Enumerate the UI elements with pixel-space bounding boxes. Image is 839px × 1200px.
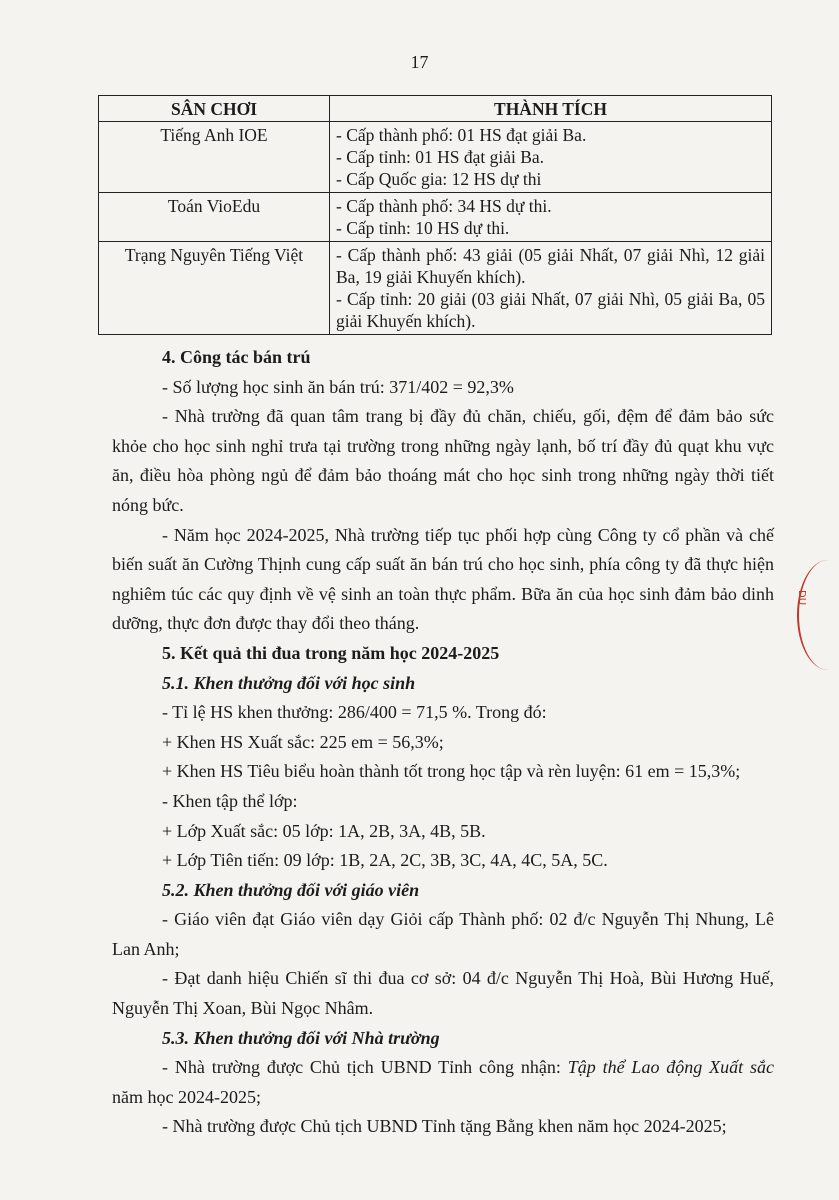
- table-row: [99, 193, 772, 242]
- game-cell: Toán VioEdu: [99, 193, 330, 242]
- section-5-heading: 5. Kết quả thi đua trong năm học 2024-2025: [162, 642, 500, 663]
- paragraph: + Lớp Xuất sắc: 05 lớp: 1A, 2B, 3A, 4B, 5B.: [162, 820, 486, 841]
- paragraph: - Giáo viên đạt Giáo viên dạy Giỏi cấp Thành phố: 02 đ/c Nguyễn Thị Nhung, Lê Lan Anh;: [112, 909, 774, 959]
- game-cell: Trạng Nguyên Tiếng Việt: [99, 242, 330, 335]
- section-5-2-heading: 5.2. Khen thưởng đối với giáo viên: [162, 879, 420, 900]
- achievement-line: - Cấp thành phố: 43 giải (05 giải Nhất, 07 giải Nhì, 12 giải Ba, 19 giải Khuyến khích).: [336, 245, 765, 287]
- red-seal-stamp: [797, 560, 839, 670]
- column-header-game: SÂN CHƠI: [99, 96, 330, 122]
- awards-table: [98, 95, 772, 335]
- achievement-line: - Cấp thành phố: 34 HS dự thi.: [336, 196, 552, 216]
- table-header-row: [99, 96, 772, 122]
- paragraph: - Nhà trường được Chủ tịch UBND Tỉnh tặng Bằng khen năm học 2024-2025;: [162, 1116, 727, 1137]
- column-header-achievement: THÀNH TÍCH: [330, 96, 772, 122]
- game-cell: Tiếng Anh IOE: [99, 122, 330, 193]
- paragraph: + Khen HS Tiêu biểu hoàn thành tốt trong học tập và rèn luyện: 61 em = 15,3%;: [162, 761, 741, 782]
- achievement-cell: [330, 193, 772, 242]
- seal-text: DU: [796, 590, 807, 606]
- achievement-cell: [330, 122, 772, 193]
- paragraph: - Số lượng học sinh ăn bán trú: 371/402 = 92,3%: [162, 376, 514, 397]
- document-body: [112, 343, 774, 1142]
- paragraph: - Tỉ lệ HS khen thưởng: 286/400 = 71,5 %. Trong đó:: [162, 702, 547, 723]
- emphasis-text: Tập thể Lao động Xuất sắc: [567, 1057, 774, 1078]
- table-row: [99, 122, 772, 193]
- paragraph-text: - Nhà trường được Chủ tịch UBND Tỉnh công nhận:: [162, 1057, 568, 1078]
- paragraph: - Khen tập thể lớp:: [162, 790, 298, 811]
- section-5-3-heading: 5.3. Khen thưởng đối với Nhà trường: [162, 1027, 440, 1048]
- achievement-line: - Cấp tỉnh: 10 HS dự thi.: [336, 218, 510, 238]
- paragraph: - Đạt danh hiệu Chiến sĩ thi đua cơ sở: 04 đ/c Nguyễn Thị Hoà, Bùi Hương Huế, Nguyễn Thị Xoan, Bùi Ngọc Nhâm.: [112, 968, 774, 1019]
- achievement-line: - Cấp tỉnh: 20 giải (03 giải Nhất, 07 giải Nhì, 05 giải Ba, 05 giải Khuyến khích).: [336, 289, 765, 331]
- achievement-line: - Cấp thành phố: 01 HS đạt giải Ba.: [336, 125, 587, 145]
- section-4-heading: 4. Công tác bán trú: [162, 347, 311, 367]
- achievement-cell: [330, 242, 772, 335]
- paragraph-text: năm học 2024-2025;: [112, 1086, 261, 1107]
- page-number: 17: [410, 52, 429, 72]
- paragraph: - Năm học 2024-2025, Nhà trường tiếp tục phối hợp cùng Công ty cổ phần và chế biến suất ăn Cường Thịnh cung cấp suất ăn bán trú cho học sinh, phía công ty đã thực hiện nghiêm túc các quy định về vệ sinh an toàn thực phẩm. Bữa ăn của học sinh đảm bảo dinh dưỡng, thực đơn được thay đổi theo tháng.: [112, 524, 774, 634]
- paragraph: + Khen HS Xuất sắc: 225 em = 56,3%;: [162, 731, 444, 752]
- section-5-1-heading: 5.1. Khen thưởng đối với học sinh: [162, 672, 416, 693]
- achievement-line: - Cấp tỉnh: 01 HS đạt giải Ba.: [336, 147, 545, 167]
- paragraph: + Lớp Tiên tiến: 09 lớp: 1B, 2A, 2C, 3B, 3C, 4A, 4C, 5A, 5C.: [162, 850, 608, 871]
- paragraph: - Nhà trường đã quan tâm trang bị đầy đủ chăn, chiếu, gối, đệm để đảm bảo sức khỏe cho học sinh nghỉ trưa tại trường trong những ngày lạnh, bố trí đầy đủ quạt khu vực ăn, điều hòa phòng ngủ để đảm bảo thoáng mát cho học sinh trong những ngày thời tiết nóng bức.: [112, 406, 774, 515]
- table-row: [99, 242, 772, 335]
- achievement-line: - Cấp Quốc gia: 12 HS dự thi: [336, 169, 542, 189]
- paragraph: [112, 1053, 774, 1112]
